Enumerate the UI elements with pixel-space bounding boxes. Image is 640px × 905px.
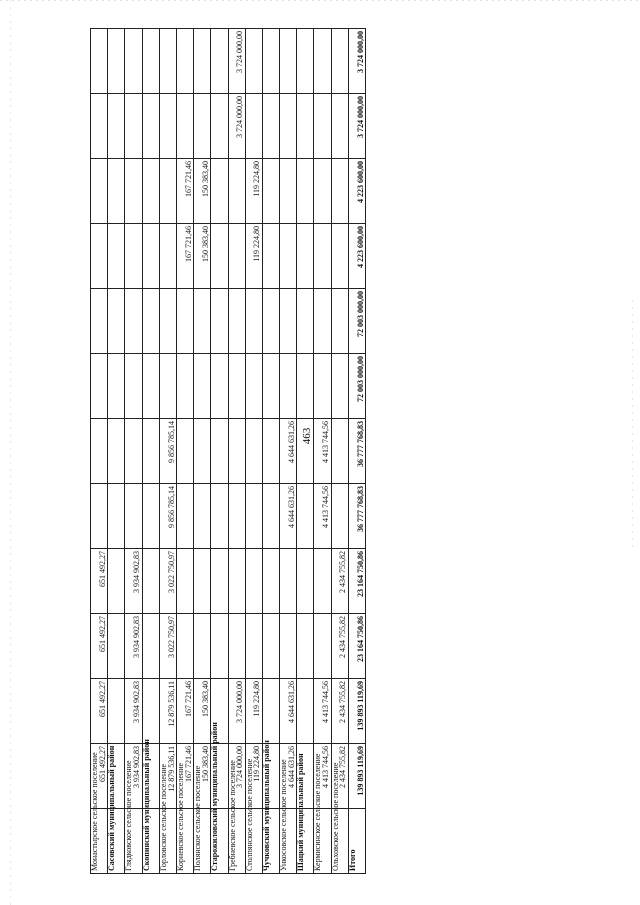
table-row <box>125 29 142 874</box>
row-name: Старожиловский муниципальный район <box>211 809 228 874</box>
value-cell <box>159 354 176 419</box>
value-cell <box>228 614 245 679</box>
scan-edge-left <box>10 0 11 905</box>
value-cell <box>142 419 159 484</box>
row-name: Монастырское сельское поселение <box>91 809 108 874</box>
value-cell <box>314 159 331 224</box>
rotated-table-wrapper <box>90 29 366 874</box>
value-cell <box>331 419 348 484</box>
value-cell <box>228 224 245 289</box>
value-cell <box>297 484 314 549</box>
row-name: Сасовский муниципальный район <box>108 809 125 874</box>
value-cell: 3 934 902,83 <box>125 614 142 679</box>
table-row <box>314 29 331 874</box>
value-cell: 4 644 631,26 <box>280 679 297 744</box>
value-cell <box>176 29 193 94</box>
value-cell <box>211 419 228 484</box>
row-name: Горловское сельское поселение <box>159 809 176 874</box>
value-cell <box>125 484 142 549</box>
value-cell <box>142 679 159 744</box>
value-cell: 3 022 750,97 <box>159 614 176 679</box>
value-cell <box>125 94 142 159</box>
value-cell <box>91 159 108 224</box>
value-cell: 3 724 000,00 <box>228 679 245 744</box>
table-row <box>297 29 314 874</box>
scan-edge-right <box>632 300 633 550</box>
table-row <box>194 29 211 874</box>
value-cell <box>314 94 331 159</box>
value-cell <box>125 29 142 94</box>
value-cell <box>159 94 176 159</box>
value-cell <box>297 354 314 419</box>
table-row <box>262 29 279 874</box>
value-cell <box>194 94 211 159</box>
value-cell: 3 934 902,83 <box>125 744 142 809</box>
value-cell: 651 492,27 <box>91 549 108 614</box>
value-cell <box>108 484 125 549</box>
value-cell <box>297 679 314 744</box>
value-cell: 651 492,27 <box>91 614 108 679</box>
value-cell <box>91 224 108 289</box>
value-cell <box>262 224 279 289</box>
value-cell <box>331 354 348 419</box>
table-row <box>245 29 262 874</box>
value-cell <box>108 549 125 614</box>
value-cell <box>245 289 262 354</box>
value-cell <box>194 614 211 679</box>
row-name: Столпянское сельское поселение <box>245 809 262 874</box>
value-cell <box>297 94 314 159</box>
value-cell <box>142 159 159 224</box>
value-cell <box>125 419 142 484</box>
table-row <box>331 29 348 874</box>
value-cell <box>108 289 125 354</box>
value-cell: 3 022 750,97 <box>159 549 176 614</box>
value-cell <box>91 484 108 549</box>
value-cell <box>262 484 279 549</box>
value-cell: 3 724 000,00 <box>228 94 245 159</box>
value-cell: 119 224,80 <box>245 744 262 809</box>
value-cell: 150 383,40 <box>194 224 211 289</box>
value-cell: 4 644 631,26 <box>280 484 297 549</box>
value-cell <box>262 159 279 224</box>
value-cell <box>245 29 262 94</box>
value-cell <box>142 224 159 289</box>
value-cell: 3 724 000,00 <box>348 94 365 159</box>
value-cell <box>262 289 279 354</box>
value-cell <box>108 224 125 289</box>
value-cell <box>176 289 193 354</box>
value-cell <box>280 614 297 679</box>
value-cell <box>245 354 262 419</box>
total-row <box>348 29 365 874</box>
value-cell: 3 934 902,83 <box>125 549 142 614</box>
value-cell <box>176 94 193 159</box>
value-cell: 651 492,27 <box>91 744 108 809</box>
value-cell <box>228 289 245 354</box>
value-cell <box>245 484 262 549</box>
value-cell <box>159 289 176 354</box>
value-cell <box>245 419 262 484</box>
value-cell: 4 413 744,56 <box>314 744 331 809</box>
value-cell <box>262 94 279 159</box>
budget-table <box>90 28 366 874</box>
value-cell <box>176 549 193 614</box>
value-cell <box>262 679 279 744</box>
row-name: Шацкий муниципальный район <box>297 809 314 874</box>
row-name: Кермисинское сельское поселение <box>314 809 331 874</box>
value-cell <box>280 289 297 354</box>
value-cell <box>314 289 331 354</box>
value-cell: 167 721,46 <box>176 224 193 289</box>
value-cell <box>91 419 108 484</box>
table-row <box>211 29 228 874</box>
value-cell <box>331 94 348 159</box>
value-cell <box>176 354 193 419</box>
value-cell: 36 777 768,83 <box>348 484 365 549</box>
value-cell: 23 164 750,86 <box>348 614 365 679</box>
value-cell <box>142 354 159 419</box>
value-cell <box>331 29 348 94</box>
table-row <box>176 29 193 874</box>
value-cell: 4 413 744,56 <box>314 419 331 484</box>
value-cell: 3 724 000,00 <box>228 744 245 809</box>
value-cell <box>91 289 108 354</box>
value-cell <box>108 614 125 679</box>
value-cell <box>211 354 228 419</box>
value-cell <box>108 354 125 419</box>
row-name: Чучковский муниципальный район <box>262 809 279 874</box>
value-cell <box>228 354 245 419</box>
row-name: Ункосовское сельское поселение <box>280 809 297 874</box>
value-cell <box>314 29 331 94</box>
value-cell <box>194 484 211 549</box>
value-cell <box>142 94 159 159</box>
value-cell <box>108 419 125 484</box>
value-cell: 167 721,46 <box>176 679 193 744</box>
value-cell <box>331 159 348 224</box>
table-row <box>91 29 108 874</box>
value-cell <box>142 29 159 94</box>
value-cell <box>91 29 108 94</box>
value-cell <box>125 224 142 289</box>
total-label: Итого <box>348 809 365 874</box>
row-name: Корневское сельское поселение <box>176 809 193 874</box>
value-cell <box>245 614 262 679</box>
value-cell <box>245 94 262 159</box>
value-cell <box>297 614 314 679</box>
value-cell: 2 434 755,82 <box>331 549 348 614</box>
table-row <box>159 29 176 874</box>
value-cell: 3 934 902,83 <box>125 679 142 744</box>
value-cell: 9 856 785,14 <box>159 484 176 549</box>
value-cell <box>142 614 159 679</box>
value-cell: 9 856 785,14 <box>159 419 176 484</box>
value-cell <box>194 419 211 484</box>
value-cell <box>159 29 176 94</box>
value-cell <box>211 289 228 354</box>
value-cell <box>297 29 314 94</box>
value-cell <box>142 484 159 549</box>
value-cell <box>228 419 245 484</box>
value-cell <box>280 549 297 614</box>
value-cell: 2 434 755,82 <box>331 614 348 679</box>
value-cell: 4 644 631,26 <box>280 419 297 484</box>
value-cell: 23 164 750,86 <box>348 549 365 614</box>
value-cell <box>194 549 211 614</box>
value-cell <box>159 159 176 224</box>
value-cell: 3 724 000,00 <box>348 29 365 94</box>
value-cell: 651 492,27 <box>91 679 108 744</box>
value-cell: 167 721,46 <box>176 744 193 809</box>
value-cell <box>297 224 314 289</box>
value-cell: 4 413 744,56 <box>314 679 331 744</box>
value-cell <box>211 614 228 679</box>
value-cell <box>176 614 193 679</box>
value-cell <box>211 94 228 159</box>
value-cell: 150 383,40 <box>194 679 211 744</box>
value-cell <box>176 484 193 549</box>
value-cell: 2 434 755,82 <box>331 744 348 809</box>
table-row <box>108 29 125 874</box>
scan-edge-top <box>0 0 640 1</box>
value-cell <box>331 289 348 354</box>
value-cell <box>228 549 245 614</box>
row-name: Ольховское сельское поселение <box>331 809 348 874</box>
value-cell <box>194 289 211 354</box>
value-cell <box>262 354 279 419</box>
value-cell <box>108 29 125 94</box>
value-cell: 150 383,40 <box>194 159 211 224</box>
value-cell <box>211 549 228 614</box>
value-cell: 36 777 768,83 <box>348 419 365 484</box>
value-cell <box>176 419 193 484</box>
value-cell: 72 003 000,00 <box>348 289 365 354</box>
value-cell: 2 434 755,82 <box>331 679 348 744</box>
value-cell <box>297 289 314 354</box>
row-name: Глядковское сельское поселение <box>125 809 142 874</box>
value-cell <box>280 224 297 289</box>
value-cell <box>142 289 159 354</box>
value-cell <box>314 354 331 419</box>
value-cell <box>262 549 279 614</box>
value-cell <box>125 354 142 419</box>
value-cell <box>211 29 228 94</box>
row-name: Скопинский муниципальный район <box>142 809 159 874</box>
value-cell <box>331 484 348 549</box>
value-cell <box>297 549 314 614</box>
value-cell <box>159 224 176 289</box>
table-row <box>142 29 159 874</box>
value-cell <box>91 94 108 159</box>
value-cell <box>314 224 331 289</box>
value-cell: 4 413 744,56 <box>314 484 331 549</box>
row-name: Гребневское сельское поселение <box>228 809 245 874</box>
value-cell <box>314 614 331 679</box>
value-cell <box>194 29 211 94</box>
value-cell <box>211 159 228 224</box>
value-cell <box>108 94 125 159</box>
value-cell <box>331 224 348 289</box>
value-cell: 150 383,40 <box>194 744 211 809</box>
value-cell: 139 893 119,69 <box>348 744 365 809</box>
value-cell <box>194 354 211 419</box>
value-cell: 4 223 600,00 <box>348 159 365 224</box>
value-cell <box>228 484 245 549</box>
value-cell <box>297 419 314 484</box>
value-cell: 119 224,80 <box>245 159 262 224</box>
value-cell <box>125 159 142 224</box>
value-cell: 12 879 536,11 <box>159 679 176 744</box>
value-cell <box>108 159 125 224</box>
value-cell <box>262 419 279 484</box>
value-cell: 3 724 000,00 <box>228 29 245 94</box>
value-cell <box>314 549 331 614</box>
value-cell <box>211 224 228 289</box>
value-cell <box>125 289 142 354</box>
value-cell: 12 879 536,11 <box>159 744 176 809</box>
value-cell: 139 893 119,69 <box>348 679 365 744</box>
value-cell <box>262 29 279 94</box>
table-body <box>91 29 366 874</box>
value-cell: 4 644 631,26 <box>280 744 297 809</box>
value-cell <box>280 159 297 224</box>
page-number: 463 <box>301 427 313 445</box>
value-cell <box>280 94 297 159</box>
value-cell <box>91 354 108 419</box>
value-cell <box>108 679 125 744</box>
value-cell: 167 721,46 <box>176 159 193 224</box>
value-cell <box>280 354 297 419</box>
value-cell <box>142 549 159 614</box>
value-cell <box>280 29 297 94</box>
value-cell <box>211 484 228 549</box>
value-cell: 72 003 000,00 <box>348 354 365 419</box>
value-cell <box>297 159 314 224</box>
value-cell: 119 224,80 <box>245 224 262 289</box>
value-cell: 4 223 600,00 <box>348 224 365 289</box>
table-row <box>280 29 297 874</box>
value-cell <box>262 614 279 679</box>
table-row <box>228 29 245 874</box>
value-cell <box>228 159 245 224</box>
value-cell: 119 224,80 <box>245 679 262 744</box>
row-name: Полянское сельское поселение <box>194 809 211 874</box>
value-cell <box>245 549 262 614</box>
